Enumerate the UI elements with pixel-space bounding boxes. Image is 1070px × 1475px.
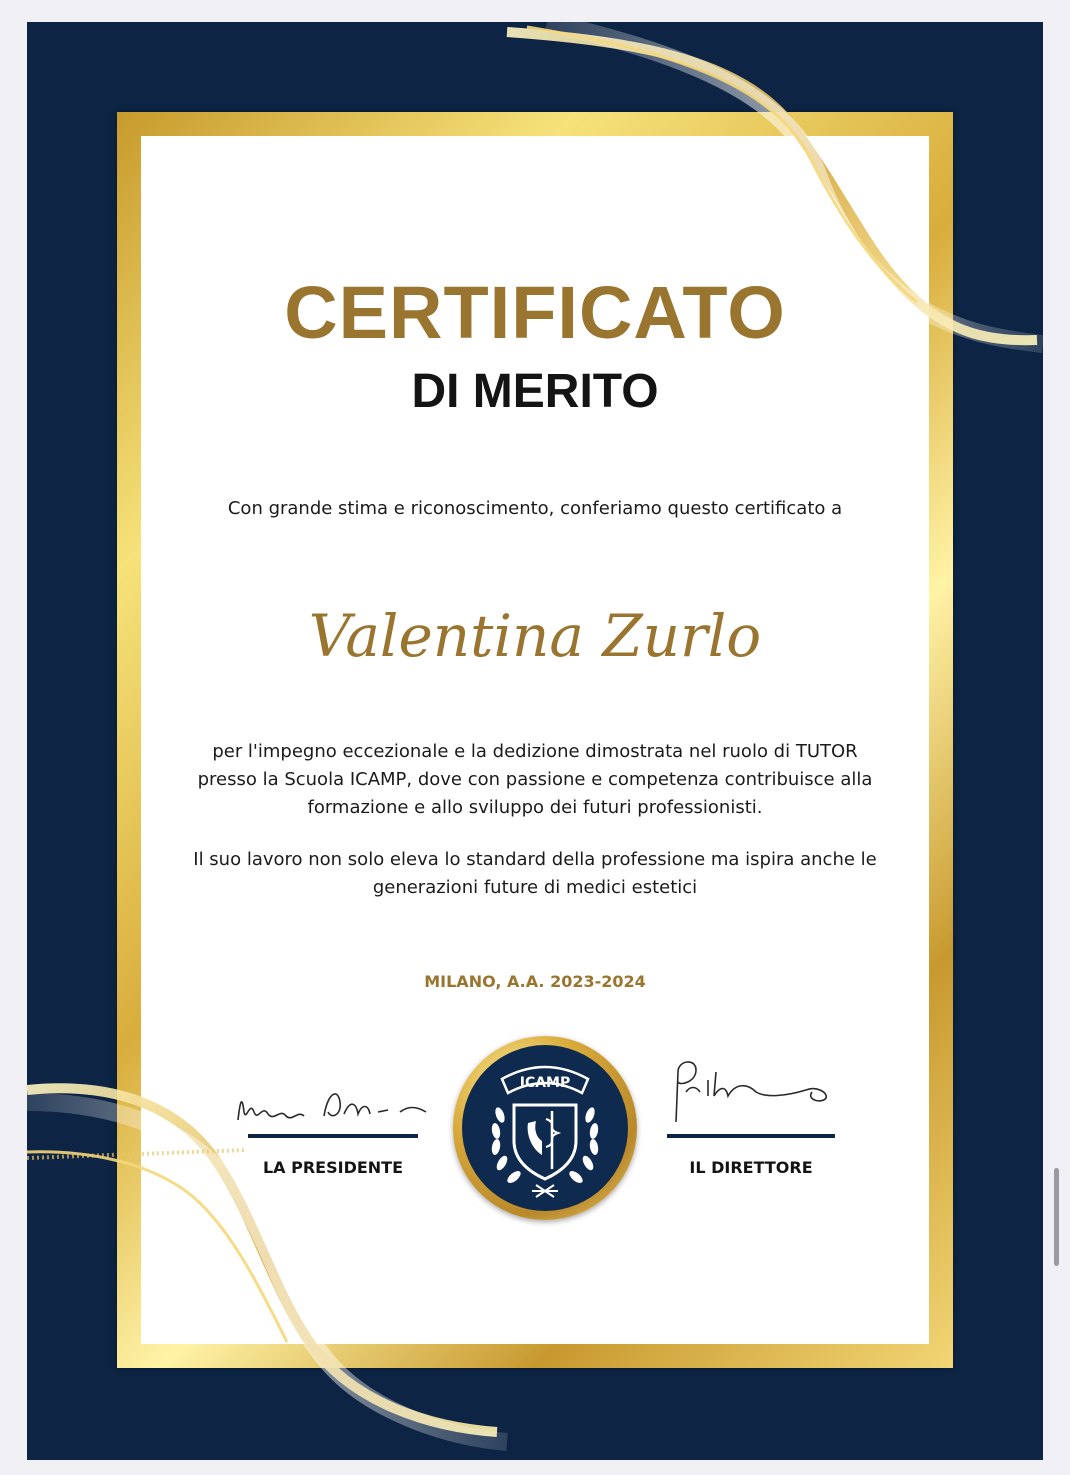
certificate-title: CERTIFICATO (284, 271, 786, 354)
icamp-seal-icon (453, 1036, 637, 1220)
certificate (27, 22, 1043, 1460)
signature-block-director (631, 1052, 871, 1177)
signature-line (248, 1134, 418, 1138)
certificate-subtitle: DI MERITO (411, 365, 659, 418)
intro-text: Con grande stima e riconoscimento, conferiamo questo certificato a (227, 498, 843, 519)
place-date: MILANO, A.A. 2023-2024 (424, 972, 646, 991)
recipient-name: Valentina Zurlo (308, 602, 762, 670)
seal-inner (462, 1045, 628, 1211)
seal-emblem-icon (462, 1045, 628, 1211)
director-label: IL DIRETTORE (689, 1158, 813, 1177)
body-paragraph-2: Il suo lavoro non solo eleva lo standard della professione ma ispira anche le generazioni future di medici estetici (193, 849, 877, 898)
director-signature (656, 1052, 846, 1128)
seal-text: ICAMP (519, 1075, 571, 1091)
signature-line (667, 1134, 835, 1138)
body-paragraph-1: per l'impegno eccezionale e la dedizione dimostrata nel ruolo di TUTOR presso la Scuola ICAMP, dove con passione e competenza contribuisce alla formazione e allo sviluppo dei futuri professionisti. (197, 741, 873, 818)
president-label: LA PRESIDENTE (262, 1158, 404, 1177)
signature-block-president (213, 1082, 453, 1177)
president-signature (228, 1082, 438, 1128)
vertical-scrollbar[interactable] (1054, 1168, 1059, 1266)
